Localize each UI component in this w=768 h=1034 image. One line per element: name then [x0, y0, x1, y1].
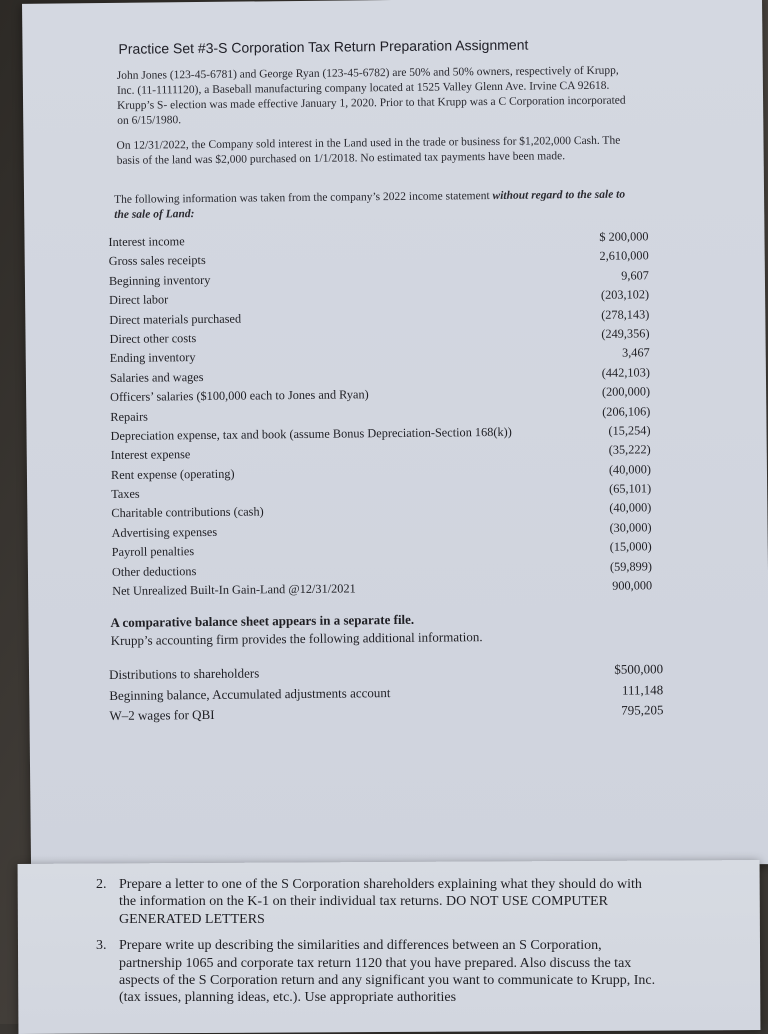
item-value: (30,000): [609, 520, 652, 535]
item-value: (206,106): [602, 403, 651, 419]
item-label: Net Unrealized Built-In Gain-Land @12/31/2021: [112, 581, 356, 598]
item-label: Distributions to shareholders: [108, 665, 260, 682]
item-value: 9,607: [621, 268, 649, 283]
income-statement-list: [108, 229, 652, 603]
item-label: Direct materials purchased: [109, 311, 242, 327]
task-number: 2.: [96, 877, 107, 892]
item-value: (278,143): [601, 306, 650, 322]
item-label: Direct other costs: [109, 331, 197, 346]
document-page-1: [22, 0, 768, 872]
item-value: (200,000): [601, 384, 651, 399]
item-value: (65,101): [609, 481, 652, 496]
item-label: Ending inventory: [109, 350, 196, 366]
item-value: (249,356): [601, 326, 650, 341]
income-lead-text: The following information was taken from the company’s 2022 income statement: [114, 189, 490, 206]
item-label: Payroll penalties: [111, 544, 195, 560]
item-label: Taxes: [111, 486, 140, 502]
accounting-firm-note: Krupp’s accounting firm provides the following additional information.: [110, 629, 483, 648]
item-value: (40,000): [609, 500, 652, 516]
item-value: $500,000: [614, 661, 664, 677]
intro-paragraph: John Jones (123-45-6781) and George Ryan (123-45-6782) are 50% and 50% owners, respectively of Krupp, Inc. (11-1111120), a Baseball manufacturing company located at 1525 Valley Glenn Ave. Irvine CA 92618. Krupp’s S- election was made effective January 1, 2020. Prior to that Krupp was a C Corporation incorporated on 6/15/1980.: [116, 64, 626, 127]
land-sale-paragraph: On 12/31/2022, the Company sold interest in the Land used in the trade or business for $1,202,000 Cash. The basis of the land was $2,000 purchased on 1/1/2018. No estimated tax payments have been made.: [116, 134, 621, 167]
income-lead-paragraph: [114, 187, 639, 222]
item-label: Interest income: [108, 234, 185, 249]
item-label: Interest expense: [110, 447, 191, 463]
item-label: W–2 wages for QBI: [109, 706, 215, 723]
item-value: (40,000): [608, 462, 651, 477]
item-label: Depreciation expense, tax and book (assume Bonus Depreciation-Section 168(k)): [110, 424, 512, 443]
income-lead-emphasis: without regard to the sale to the sale of Land:: [114, 188, 626, 221]
item-label: Repairs: [110, 409, 148, 424]
list-item: [96, 876, 661, 928]
item-value: (15,254): [608, 423, 651, 438]
task-number: 3.: [96, 938, 107, 954]
item-value: 900,000: [612, 578, 653, 593]
item-label: Gross sales receipts: [108, 253, 206, 269]
item-value: (35,222): [608, 442, 651, 458]
item-label: Beginning balance, Accumulated adjustments account: [109, 684, 391, 703]
list-item: [109, 702, 663, 728]
list-item: [96, 937, 661, 1007]
task-list: [96, 876, 661, 1016]
document-title: Practice Set #3-S Corporation Tax Return Preparation Assignment: [118, 36, 529, 57]
item-value: (442,103): [601, 365, 650, 380]
item-value: 3,467: [621, 345, 650, 360]
item-label: Salaries and wages: [109, 369, 204, 385]
item-label: Officers’ salaries ($100,000 each to Jones and Ryan): [110, 387, 369, 405]
item-label: Advertising expenses: [111, 524, 218, 540]
item-label: Other deductions: [111, 563, 197, 579]
task-text: Prepare a letter to one of the S Corporation shareholders explaining what they should do with the information on the K-1 on their individual tax returns. DO NOT USE COMPUTER GENERATED LETTERS: [119, 877, 642, 927]
item-value: (59,899): [609, 558, 653, 574]
item-label: Rent expense (operating): [110, 466, 235, 482]
item-value: (15,000): [609, 539, 652, 554]
item-value: 2,610,000: [599, 248, 649, 264]
item-label: Charitable contributions (cash): [111, 504, 264, 521]
item-value: 111,148: [621, 681, 664, 698]
item-label: Beginning inventory: [108, 272, 211, 288]
additional-info-list: [109, 661, 664, 728]
item-value: (203,102): [600, 287, 650, 302]
task-text: Prepare write up describing the similarities and differences between an S Corporation, partnership 1065 and corporate tax return 1120 that you have prepared. Also discuss the tax aspects of the S Corporation return and any significant you want to communicate to Krupp, Inc. (tax issues, planning ideas, etc.). Use appropriate authorities: [119, 938, 656, 1006]
item-label: Direct labor: [109, 292, 169, 308]
item-value: $ 200,000: [599, 229, 649, 244]
balance-sheet-note: A comparative balance sheet appears in a separate file.: [110, 611, 415, 630]
item-value: 795,205: [621, 702, 664, 718]
